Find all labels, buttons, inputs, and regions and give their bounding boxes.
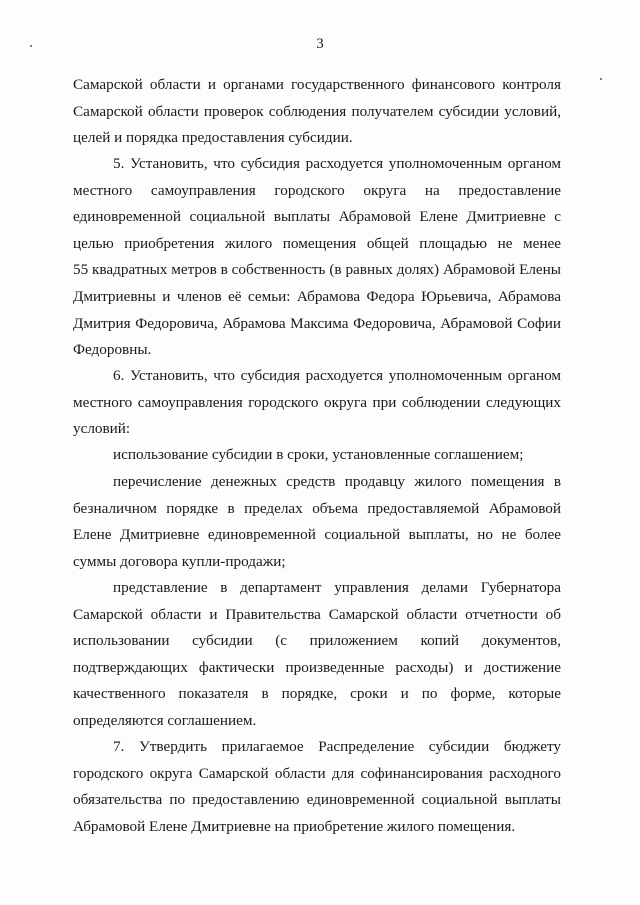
paragraph-6 (73, 363, 561, 443)
text-line: использовании субсидии (с приложением копий документов, (73, 632, 561, 650)
paragraph-6-item-1 (73, 442, 561, 469)
text-line: Самарской области проверок соблюдения получателем субсидии условий, (73, 102, 561, 120)
page-number: 3 (316, 36, 324, 52)
text-line: местного самоуправления городского округа при соблюдении следующих (73, 393, 561, 411)
text-line: единовременной социальной выплаты Абрамовой Елене Дмитриевне с (73, 208, 561, 226)
text-line: перечисление денежных средств продавцу жилого помещения в (113, 473, 561, 490)
text-line: качественного показателя в порядке, сроки и по форме, которые (73, 685, 561, 703)
text-line: Самарской области и органами государственного финансового контроля (73, 76, 561, 93)
scan-speck (600, 78, 602, 80)
paragraph-5 (73, 151, 561, 364)
text-line: использование субсидии в сроки, установленные соглашением; (113, 446, 524, 463)
text-line: городского округа Самарской области для софинансирования расходного (73, 764, 561, 782)
paragraph-6-item-3 (73, 575, 561, 735)
text-line: Дмитрия Федоровича, Абрамова Максима Федоровича, Абрамовой Софии (73, 314, 561, 332)
text-line: целей и порядка предоставления субсидии. (73, 129, 353, 147)
text-line: 5. Установить, что субсидия расходуется уполномоченным органом (113, 155, 561, 172)
text-line: 6. Установить, что субсидия расходуется уполномоченным органом (113, 367, 561, 384)
text-line: безналичном порядке в пределах объема предоставляемой Абрамовой (73, 499, 561, 517)
text-line: определяются соглашением. (73, 711, 257, 729)
text-line: Дмитриевны и членов её семьи: Абрамова Федора Юрьевича, Абрамова (73, 287, 561, 305)
text-line: Елене Дмитриевне единовременной социальной выплаты, но не более (73, 526, 561, 544)
text-line: суммы договора купли-продажи; (73, 552, 286, 570)
text-line: подтверждающих фактически произведенные расходы) и достижение (73, 658, 561, 676)
text-line: представление в департамент управления делами Губернатора (113, 579, 561, 596)
block-intro (73, 72, 561, 152)
text-line: 7. Утвердить прилагаемое Распределение субсидии бюджету (113, 738, 561, 755)
text-line: Абрамовой Елене Дмитриевне на приобретение жилого помещения. (73, 817, 516, 835)
paragraph-7 (73, 734, 561, 840)
text-line: 55 квадратных метров в собственность (в равных долях) Абрамовой Елены (73, 261, 561, 279)
text-line: местного самоуправления городского округа на предоставление (73, 181, 561, 199)
text-line: условий: (73, 420, 131, 438)
text-line: Федоровны. (73, 341, 152, 359)
paragraph-6-item-2 (73, 469, 561, 575)
text-line: целью приобретения жилого помещения общей площадью не менее (73, 234, 561, 252)
text-line: Самарской области и Правительства Самарской области отчетности об (73, 605, 561, 623)
text-line: обязательства по предоставлению единовременной социальной выплаты (73, 791, 561, 809)
